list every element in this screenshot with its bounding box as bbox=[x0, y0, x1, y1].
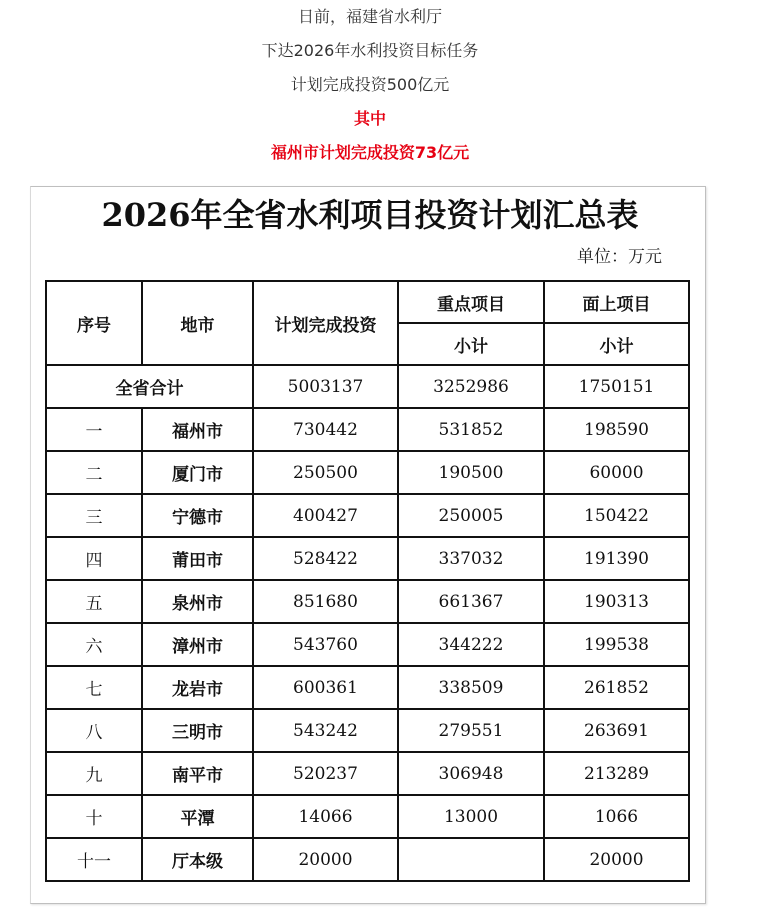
row-surface: 198590 bbox=[544, 408, 689, 451]
row-city: 三明市 bbox=[142, 709, 253, 752]
total-label: 全省合计 bbox=[46, 365, 253, 408]
row-city: 福州市 bbox=[142, 408, 253, 451]
row-planned: 20000 bbox=[253, 838, 398, 881]
row-key: 661367 bbox=[398, 580, 544, 623]
row-planned: 400427 bbox=[253, 494, 398, 537]
row-key: 344222 bbox=[398, 623, 544, 666]
intro-highlight-qizhong: 其中 bbox=[353, 109, 386, 128]
row-seq: 九 bbox=[46, 752, 142, 795]
row-key bbox=[398, 838, 544, 881]
intro-text-block bbox=[0, 0, 740, 170]
row-planned: 730442 bbox=[253, 408, 398, 451]
row-surface: 263691 bbox=[544, 709, 689, 752]
table-header-row bbox=[46, 281, 689, 323]
row-key: 190500 bbox=[398, 451, 544, 494]
row-seq: 八 bbox=[46, 709, 142, 752]
row-planned: 543242 bbox=[253, 709, 398, 752]
row-key: 337032 bbox=[398, 537, 544, 580]
row-key: 338509 bbox=[398, 666, 544, 709]
row-city: 漳州市 bbox=[142, 623, 253, 666]
table-row bbox=[46, 752, 689, 795]
row-surface: 190313 bbox=[544, 580, 689, 623]
row-key: 306948 bbox=[398, 752, 544, 795]
total-key: 3252986 bbox=[398, 365, 544, 408]
row-seq: 六 bbox=[46, 623, 142, 666]
row-surface: 261852 bbox=[544, 666, 689, 709]
row-city: 莆田市 bbox=[142, 537, 253, 580]
header-seq: 序号 bbox=[46, 281, 142, 365]
row-surface: 20000 bbox=[544, 838, 689, 881]
header-key-subtotal: 小计 bbox=[398, 323, 544, 365]
header-city: 地市 bbox=[142, 281, 253, 365]
row-seq: 五 bbox=[46, 580, 142, 623]
row-city: 泉州市 bbox=[142, 580, 253, 623]
row-key: 531852 bbox=[398, 408, 544, 451]
row-surface: 199538 bbox=[544, 623, 689, 666]
row-city: 厅本级 bbox=[142, 838, 253, 881]
row-city: 宁德市 bbox=[142, 494, 253, 537]
intro-line-2: 下达2026年水利投资目标任务 bbox=[261, 41, 479, 60]
table-row bbox=[46, 795, 689, 838]
row-surface: 150422 bbox=[544, 494, 689, 537]
row-surface: 213289 bbox=[544, 752, 689, 795]
table-row bbox=[46, 451, 689, 494]
row-city: 龙岩市 bbox=[142, 666, 253, 709]
intro-highlight-fuzhou: 福州市计划完成投资73亿元 bbox=[270, 143, 470, 162]
table-row-total bbox=[46, 365, 689, 408]
table-row bbox=[46, 580, 689, 623]
row-planned: 543760 bbox=[253, 623, 398, 666]
header-surface-subtotal: 小计 bbox=[544, 323, 689, 365]
document-title: 2026年全省水利项目投资计划汇总表 bbox=[101, 196, 639, 234]
row-city: 南平市 bbox=[142, 752, 253, 795]
row-key: 279551 bbox=[398, 709, 544, 752]
row-planned: 520237 bbox=[253, 752, 398, 795]
intro-line-3: 计划完成投资500亿元 bbox=[290, 75, 450, 94]
table-row bbox=[46, 623, 689, 666]
header-planned-investment: 计划完成投资 bbox=[253, 281, 398, 365]
row-key: 13000 bbox=[398, 795, 544, 838]
row-surface: 1066 bbox=[544, 795, 689, 838]
table-row bbox=[46, 494, 689, 537]
row-planned: 528422 bbox=[253, 537, 398, 580]
row-seq: 十 bbox=[46, 795, 142, 838]
document-unit-label: 单位：万元 bbox=[577, 247, 662, 267]
table-row bbox=[46, 838, 689, 881]
total-planned: 5003137 bbox=[253, 365, 398, 408]
header-key-projects: 重点项目 bbox=[398, 281, 544, 323]
row-seq: 七 bbox=[46, 666, 142, 709]
row-planned: 250500 bbox=[253, 451, 398, 494]
total-surface: 1750151 bbox=[544, 365, 689, 408]
row-surface: 60000 bbox=[544, 451, 689, 494]
header-surface-projects: 面上项目 bbox=[544, 281, 689, 323]
row-seq: 十一 bbox=[46, 838, 142, 881]
intro-line-1: 日前，福建省水利厅 bbox=[297, 7, 442, 26]
row-seq: 四 bbox=[46, 537, 142, 580]
table-row bbox=[46, 666, 689, 709]
table-row bbox=[46, 537, 689, 580]
investment-plan-table bbox=[45, 280, 690, 882]
row-seq: 一 bbox=[46, 408, 142, 451]
row-seq: 二 bbox=[46, 451, 142, 494]
row-planned: 14066 bbox=[253, 795, 398, 838]
table-row bbox=[46, 709, 689, 752]
table-row bbox=[46, 408, 689, 451]
row-planned: 851680 bbox=[253, 580, 398, 623]
row-city: 平潭 bbox=[142, 795, 253, 838]
row-seq: 三 bbox=[46, 494, 142, 537]
row-city: 厦门市 bbox=[142, 451, 253, 494]
row-surface: 191390 bbox=[544, 537, 689, 580]
row-key: 250005 bbox=[398, 494, 544, 537]
row-planned: 600361 bbox=[253, 666, 398, 709]
